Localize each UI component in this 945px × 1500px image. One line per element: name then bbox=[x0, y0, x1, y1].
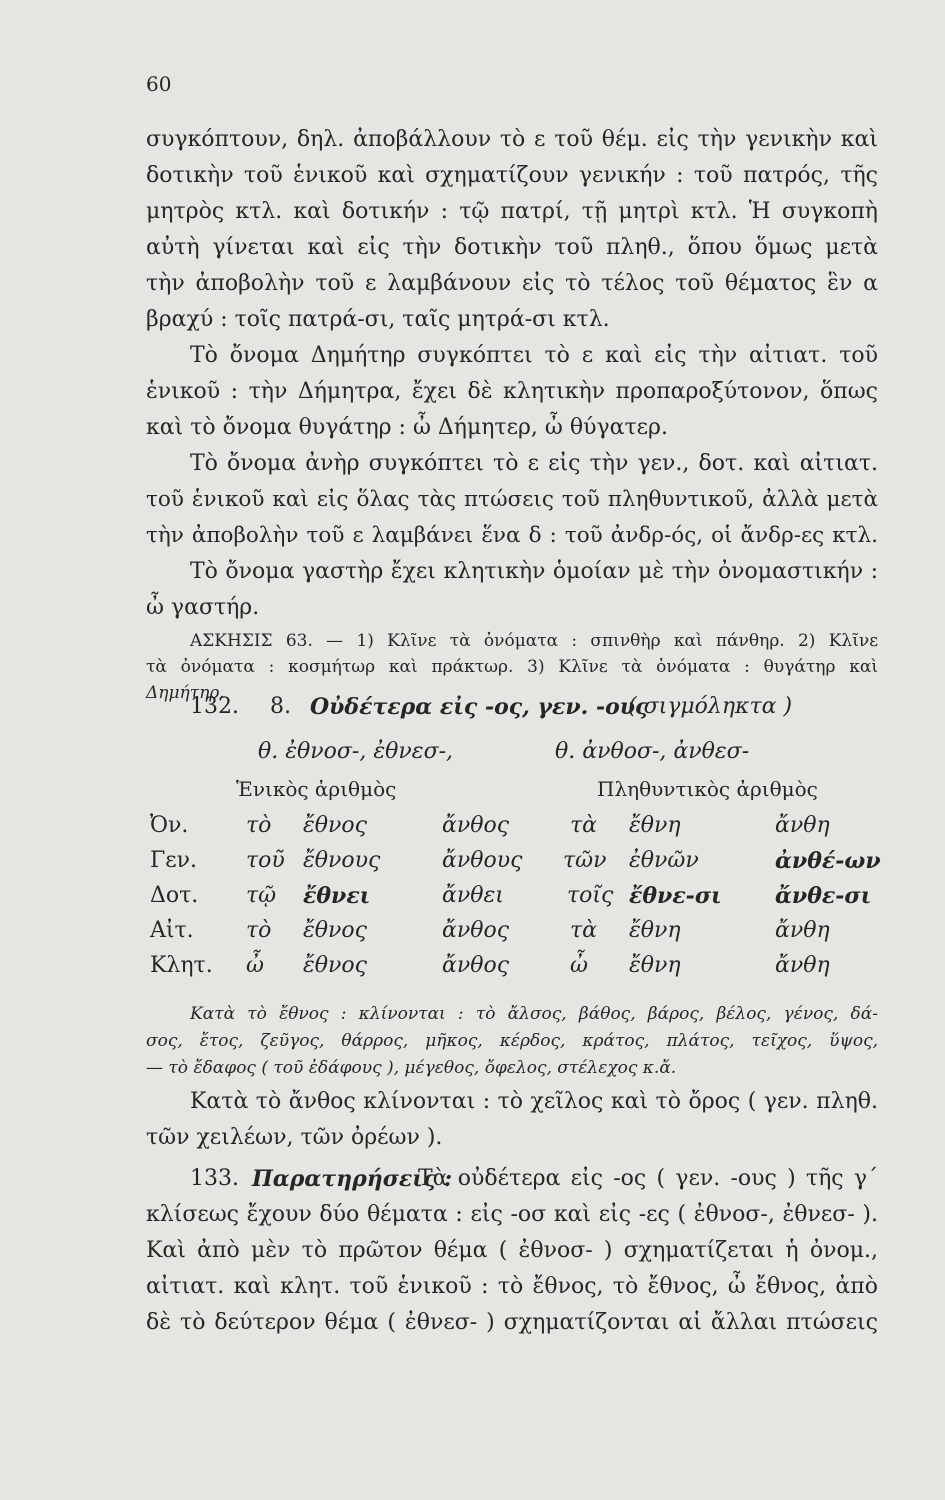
note-line: Κατὰ τὸ ἔθνος : κλίνονται : τὸ ἄλσος, βάθος, βάρος, βέλος, γένος, δά- bbox=[190, 1004, 878, 1024]
section-number: 132. bbox=[190, 694, 239, 719]
text-line: βραχύ : τοῖς πατρά-σι, ταῖς μητρά-σι κτλ. bbox=[146, 307, 610, 332]
table-cell: ἔθνε-σι bbox=[629, 883, 722, 909]
text-line: κλίσεως ἔχουν δύο θέματα : εἰς -οσ καὶ εἰς -ες ( ἐθνοσ-, ἐθνεσ- ). bbox=[146, 1202, 878, 1227]
text-line: μητρὸς κτλ. καὶ δοτικήν : τῷ πατρί, τῇ μητρὶ κτλ. Ἡ συγκοπὴ bbox=[146, 199, 878, 224]
table-cell: ἄνθος bbox=[442, 918, 510, 943]
text-line: τοῦ ἑνικοῦ καὶ εἰς ὅλας τὰς πτώσεις τοῦ πληθυντικοῦ, ἀλλὰ μετὰ bbox=[146, 487, 878, 512]
text-line: συγκόπτουν, δηλ. ἀποβάλλουν τὸ ε τοῦ θέμ. εἰς τὴν γενικὴν καὶ bbox=[146, 127, 878, 152]
text-line: τῶν χειλέων, τῶν ὀρέων ). bbox=[146, 1125, 443, 1150]
exercise-line: ΑΣΚΗΣΙΣ 63. — 1) Κλῖνε τὰ ὀνόματα : σπινθὴρ καὶ πάνθηρ. 2) Κλῖνε bbox=[190, 631, 878, 651]
table-cell: ἔθνη bbox=[629, 953, 681, 978]
table-cell: τῶν bbox=[563, 848, 607, 873]
text-line: Τὰ οὐδέτερα εἰς -ος ( γεν. -ους ) τῆς γ΄ bbox=[418, 1166, 878, 1191]
case-label: Κλητ. bbox=[150, 953, 213, 978]
table-cell: ἄνθη bbox=[775, 953, 830, 978]
table-cell: ὦ bbox=[570, 953, 588, 978]
table-cell: ἄνθη bbox=[775, 813, 830, 838]
text-line: αἰτιατ. καὶ κλητ. τοῦ ἑνικοῦ : τὸ ἔθνος, τὸ ἔθνος, ὦ ἔθνος, ἀπὸ bbox=[146, 1274, 878, 1299]
page-number: 60 bbox=[146, 72, 172, 96]
text-line: Τὸ ὄνομα Δημήτηρ συγκόπτει τὸ ε καὶ εἰς τὴν αἰτιατ. τοῦ bbox=[190, 343, 878, 368]
case-label: Αἰτ. bbox=[150, 918, 194, 943]
table-cell: τὰ bbox=[570, 918, 598, 943]
table-cell: ἔθνους bbox=[303, 848, 381, 873]
table-cell: ἐθνῶν bbox=[629, 848, 699, 873]
section-heading-title: Οὐδέτερα εἰς -ος, γεν. -ους bbox=[310, 694, 649, 720]
table-cell: ἔθνος bbox=[303, 813, 367, 838]
text-line: δοτικὴν τοῦ ἑνικοῦ καὶ σχηματίζουν γενικήν : τοῦ πατρός, τῆς bbox=[146, 163, 878, 188]
section-heading-number: 8. bbox=[270, 694, 291, 719]
table-cell: τῷ bbox=[246, 883, 277, 908]
table-cell: ἔθνος bbox=[303, 918, 367, 943]
table-cell: τὸ bbox=[246, 813, 272, 838]
table-cell: ἔθνη bbox=[629, 813, 681, 838]
stem-label-2: θ. ἀνθοσ-, ἀνθεσ- bbox=[555, 739, 750, 764]
table-cell: τοῦ bbox=[246, 848, 285, 873]
table-cell: ἄνθει bbox=[442, 883, 504, 908]
plural-header: Πληθυντικὸς ἀριθμὸς bbox=[597, 777, 818, 801]
table-cell: ἔθνει bbox=[303, 883, 371, 909]
text-line: Καὶ ἀπὸ μὲν τὸ πρῶτον θέμα ( ἐθνοσ- ) σχηματίζεται ἡ ὀνομ., bbox=[146, 1238, 878, 1263]
note-line: — τὸ ἔδαφος ( τοῦ ἐδάφους ), μέγεθος, ὄφελος, στέλεχος κ.ἄ. bbox=[146, 1058, 677, 1078]
singular-header: Ἑνικὸς ἀριθμὸς bbox=[236, 777, 397, 801]
text-line: αὐτὴ γίνεται καὶ εἰς τὴν δοτικὴν τοῦ πληθ., ὅπου ὅμως μετὰ bbox=[146, 235, 878, 260]
case-label: Ὀν. bbox=[150, 813, 189, 838]
table-cell: ἄνθη bbox=[775, 918, 830, 943]
table-cell: ἄνθους bbox=[442, 848, 523, 873]
note-line: σος, ἔτος, ζεῦγος, θάρρος, μῆκος, κέρδος, κράτος, πλάτος, τεῖχος, ὕψος, bbox=[146, 1031, 878, 1051]
case-label: Γεν. bbox=[150, 848, 198, 873]
exercise-line: τὰ ὀνόματα : κοσμήτωρ καὶ πράκτωρ. 3) Κλῖνε τὰ ὀνόματα : θυγάτηρ καὶ bbox=[146, 657, 878, 677]
table-cell: ἔθνη bbox=[629, 918, 681, 943]
table-cell: ἄνθος bbox=[442, 813, 510, 838]
table-cell: ἔθνος bbox=[303, 953, 367, 978]
exercise-line: Δημήτηρ. bbox=[146, 683, 225, 703]
text-line: δὲ τὸ δεύτερον θέμα ( ἐθνεσ- ) σχηματίζονται αἱ ἄλλαι πτώσεις bbox=[146, 1310, 878, 1335]
section-heading-note: ( σιγμόληκτα ) bbox=[628, 694, 793, 719]
text-line: Τὸ ὄνομα ἀνὴρ συγκόπτει τὸ ε εἰς τὴν γεν., δοτ. καὶ αἰτιατ. bbox=[190, 451, 878, 476]
table-cell: τὸ bbox=[246, 918, 272, 943]
text-line: Τὸ ὄνομα γαστὴρ ἔχει κλητικὴν ὁμοίαν μὲ τὴν ὀνομαστικήν : bbox=[190, 559, 878, 584]
text-line: τὴν ἀποβολὴν τοῦ ε λαμβάνει ἕνα δ : τοῦ ἀνδρ-ός, οἱ ἄνδρ-ες κτλ. bbox=[146, 523, 878, 548]
table-cell: ὦ bbox=[246, 953, 264, 978]
table-cell: ἀνθέ-ων bbox=[775, 848, 881, 874]
text-line: καὶ τὸ ὄνομα θυγάτηρ : ὦ Δήμητερ, ὦ θύγατερ. bbox=[146, 415, 668, 440]
text-line: ἑνικοῦ : τὴν Δήμητρα, ἔχει δὲ κλητικὴν προπαροξύτονον, ὅπως bbox=[146, 379, 878, 404]
text-line: τὴν ἀποβολὴν τοῦ ε λαμβάνουν εἰς τὸ τέλος τοῦ θέματος ἓν α bbox=[146, 271, 878, 296]
table-cell: τοῖς bbox=[567, 883, 614, 908]
stem-label-1: θ. ἐθνοσ-, ἐθνεσ-, bbox=[258, 739, 454, 764]
text-line: ὦ γαστήρ. bbox=[146, 595, 260, 620]
case-label: Δοτ. bbox=[150, 883, 199, 908]
section-number: 133. bbox=[190, 1166, 239, 1191]
table-cell: ἄνθε-σι bbox=[775, 883, 872, 909]
table-cell: τὰ bbox=[570, 813, 598, 838]
section-title: Παρατηρήσεις : bbox=[252, 1166, 453, 1192]
text-line: Κατὰ τὸ ἄνθος κλίνονται : τὸ χεῖλος καὶ τὸ ὄρος ( γεν. πληθ. bbox=[190, 1089, 878, 1114]
table-cell: ἄνθος bbox=[442, 953, 510, 978]
